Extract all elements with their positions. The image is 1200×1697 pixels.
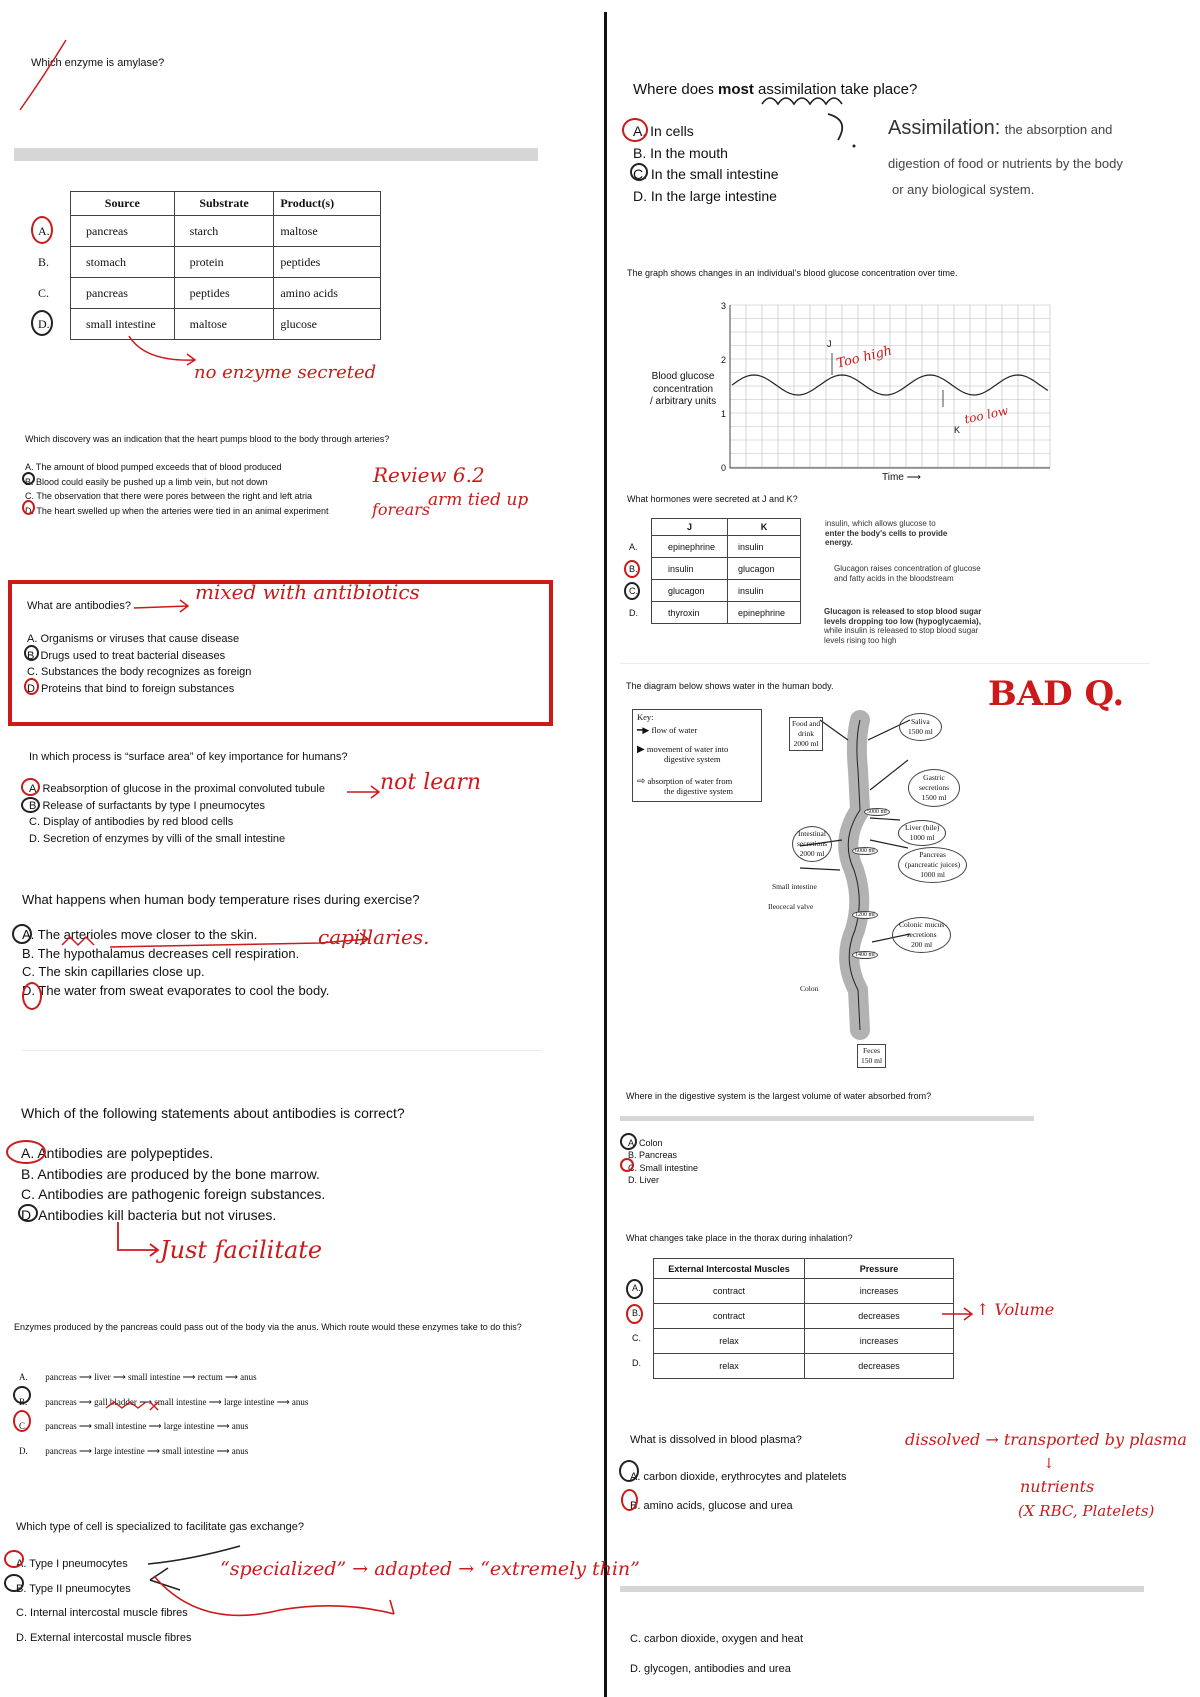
table-cell: amino acids (274, 278, 381, 309)
handwritten-note: mixed with antibiotics (195, 580, 420, 604)
table-header: Substrate (174, 192, 274, 216)
volume-badge: 1400 ml (852, 951, 878, 959)
option-letter: D. (629, 608, 638, 618)
option-d[interactable]: D. The heart swelled up when the arteries were tied in an animal experiment (25, 505, 329, 516)
graph-ylabel (650, 371, 716, 409)
info-line: insulin, which allows glucose to (825, 519, 936, 528)
info-line: levels dropping too low (hypoglycaemia), (824, 616, 981, 626)
answer-circle (22, 472, 35, 485)
answer-circle (22, 500, 35, 515)
graph-xlabel: Time ⟶ (882, 472, 921, 483)
table-cell: small intestine (71, 309, 175, 340)
option-b[interactable]: B. The hypothalamus decreases cell respiration. (22, 945, 300, 961)
option-a[interactable]: A. Organisms or viruses that cause disease (27, 633, 240, 645)
info-line: Glucagon raises concentration of glucose (834, 564, 981, 573)
option-b[interactable]: B. Pancreas (628, 1150, 678, 1161)
table-cell: glucagon (652, 580, 728, 602)
label-line: 150 ml (861, 1056, 883, 1065)
key-item: movement of water into (646, 744, 729, 754)
option-a[interactable]: A. carbon dioxide, erythrocytes and platelets (630, 1471, 847, 1483)
volume-badge: 5000 ml (864, 808, 890, 816)
label-saliva (899, 713, 942, 741)
key-item: digestive system (664, 754, 721, 764)
q4-question: In which process is “surface area” of key importance for humans? (29, 751, 348, 763)
option-letter: D. (632, 1358, 641, 1368)
answer-circle (6, 1140, 46, 1164)
key-item: absorption of water from (647, 776, 733, 786)
table-cell: relax (654, 1329, 805, 1354)
answer-circle (624, 560, 640, 578)
option-a[interactable]: A. In cells (633, 123, 694, 139)
separator-bar (620, 1586, 1144, 1592)
table-cell: maltose (174, 309, 274, 340)
table-cell: contract (654, 1304, 805, 1329)
option-letter: D. (38, 317, 50, 331)
q1-table (70, 191, 381, 340)
option-c[interactable]: C. In the small intestine (633, 166, 779, 182)
route-step: small intestine (94, 1421, 147, 1432)
label-line: 2000 ml (799, 849, 825, 858)
route-step: anus (231, 1446, 249, 1457)
option-c[interactable]: C. Small intestine (628, 1162, 699, 1173)
route-step: anus (231, 1421, 249, 1432)
table-cell: maltose (274, 216, 381, 247)
q3-options (27, 631, 251, 697)
q11-question: Where in the digestive system is the largest volume of water absorbed from? (626, 1091, 932, 1101)
answer-circle (621, 1489, 638, 1511)
label-line: 1500 ml (921, 793, 947, 802)
table-header: Product(s) (274, 192, 381, 216)
table-header: External Intercostal Muscles (654, 1259, 805, 1279)
definition-text: the absorption and (1004, 122, 1113, 137)
info-line: energy. (825, 538, 853, 547)
answer-circle (620, 1133, 637, 1150)
option-a[interactable]: A. Colon (628, 1138, 663, 1148)
handwritten-note: “specialized” → adapted → “extremely thin” (220, 1558, 640, 1580)
option-c[interactable]: C. The skin capillaries close up. (22, 964, 205, 979)
column-divider (604, 12, 607, 1697)
route-step: large intestine (94, 1446, 145, 1457)
strike-mark (104, 1398, 164, 1416)
route-step: small intestine (128, 1372, 181, 1382)
label-colonic (892, 917, 951, 953)
option-d[interactable]: D. Liver (628, 1174, 660, 1185)
option-letter: A. (632, 1283, 641, 1293)
volume-badge: 6000 ml (852, 847, 878, 855)
answer-circle (626, 1279, 643, 1299)
arrow-icon (125, 332, 200, 372)
key-title: Key: (637, 712, 654, 722)
label-line: Saliva (911, 717, 930, 726)
route-b[interactable]: B. pancreas ⟶ gall bladder ⟶ small intestine ⟶ large intestine ⟶ anus (19, 1390, 308, 1415)
q10-intro: The graph shows changes in an individual’s blood glucose concentration over time. (627, 268, 958, 278)
label-colon: Colon (800, 984, 819, 993)
label-line: 2000 ml (793, 739, 819, 748)
question-text: assimilation take place? (753, 81, 918, 98)
q12-question: What changes take place in the thorax during inhalation? (626, 1233, 853, 1243)
option-b[interactable]: B. Antibodies are produced by the bone marrow. (21, 1165, 320, 1182)
q9-options (633, 121, 779, 207)
q8-question: Which type of cell is specialized to facilitate gas exchange? (16, 1521, 304, 1533)
q1-strike-mark (14, 36, 74, 116)
graph-label-k: K (954, 425, 961, 435)
label-liver (898, 820, 946, 846)
q12-table (653, 1258, 954, 1379)
handwritten-note: Too high (835, 343, 894, 372)
label-feces (857, 1044, 886, 1068)
answer-circle (620, 1158, 634, 1172)
answer-circle (622, 118, 648, 142)
diagram-key: Key: ━▶ flow of water ▶ movement of water into digestive system ⇨ absorption of water from the digestive system (632, 709, 762, 802)
option-b[interactable]: B. amino acids, glucose and urea (630, 1500, 793, 1512)
route-step: liver (94, 1372, 111, 1382)
answer-circle (21, 797, 40, 813)
q11-intro: The diagram below shows water in the human body. (626, 681, 834, 691)
q5-question: What happens when human body temperature rises during exercise? (22, 892, 420, 907)
answer-circle (619, 1460, 639, 1482)
handwritten-note: Just facilitate (160, 1236, 323, 1264)
route-step: pancreas (45, 1421, 77, 1432)
handwritten-note: Review 6.2 (373, 463, 485, 487)
option-d[interactable]: D. External intercostal muscle fibres (16, 1631, 192, 1644)
handwritten-note: ↑ Volume (976, 1300, 1055, 1319)
definition-text: digestion of food or nutrients by the body (888, 156, 1123, 171)
route-a[interactable]: A. pancreas ⟶ liver ⟶ small intestine ⟶ rectum ⟶ anus (19, 1365, 308, 1390)
table-cell: relax (654, 1354, 805, 1379)
option-b[interactable]: B. Release of surfactants by type I pneumocytes (29, 799, 266, 812)
label-line: secretions (906, 930, 937, 939)
table-cell: increases (805, 1329, 954, 1354)
q6-options (21, 1143, 325, 1225)
separator-bar (14, 148, 538, 161)
answer-circle (22, 982, 42, 1010)
table-header: J (652, 519, 728, 536)
assimilation-definition (888, 117, 1112, 140)
y-tick: 0 (721, 463, 727, 473)
option-letter: B. (19, 1396, 28, 1407)
q6-question: Which of the following statements about antibodies is correct? (21, 1105, 405, 1121)
q2-options (25, 460, 329, 518)
answer-circle (626, 1304, 643, 1324)
option-d[interactable]: D. glycogen, antibodies and urea (630, 1663, 791, 1675)
option-d[interactable]: D. Secretion of enzymes by villi of the small intestine (29, 832, 286, 845)
option-letter: A. (19, 1372, 28, 1382)
arrow-icon (130, 592, 195, 620)
table-cell: decreases (805, 1304, 954, 1329)
definition-title: Assimilation: (888, 117, 1001, 139)
route-c[interactable]: C. pancreas ⟶ small intestine ⟶ large intestine ⟶ anus (19, 1414, 308, 1439)
option-c[interactable]: C. Display of antibodies by red blood cells (29, 816, 234, 828)
label-line: Gastric (923, 773, 945, 782)
table-cell: decreases (805, 1354, 954, 1379)
table-header: K (728, 519, 801, 536)
answer-circle (24, 678, 39, 695)
key-item: flow of water (651, 725, 698, 735)
table-cell: epinephrine (728, 602, 801, 624)
route-step: gall bladder (94, 1396, 137, 1407)
answer-circle (31, 310, 53, 336)
answer-circle (21, 778, 40, 796)
option-b[interactable]: B. In the mouth (633, 144, 728, 161)
answer-circle (31, 216, 53, 244)
answer-circle (12, 924, 32, 944)
label-small-intestine: Small intestine (772, 882, 817, 891)
q1-question: Which enzyme is amylase? (31, 57, 165, 69)
label-line: Feces (862, 1046, 881, 1055)
y-tick: 1 (721, 409, 727, 419)
table-cell: starch (174, 216, 274, 247)
q13-options-top (630, 1463, 846, 1521)
option-letter: C. (38, 286, 50, 300)
separator-line (22, 1050, 542, 1051)
route-step: small intestine (154, 1396, 207, 1407)
route-step: pancreas (45, 1372, 77, 1382)
table-cell: epinephrine (652, 536, 728, 558)
info-line: and fatty acids in the bloodstream (834, 573, 954, 583)
option-d[interactable]: D. Proteins that bind to foreign substances (27, 682, 235, 695)
arrow-icon (108, 1218, 168, 1264)
label-line: secretions (919, 783, 949, 792)
option-d[interactable]: D. Antibodies kill bacteria but not viruses. (21, 1206, 277, 1223)
digestive-system-diagram (760, 700, 1020, 1090)
label-food (789, 717, 823, 751)
table-cell: insulin (728, 536, 801, 558)
option-b[interactable]: B. Blood could easily be pushed up a limb vein, but not down (25, 476, 268, 487)
option-a[interactable]: A. Antibodies are polypeptides. (21, 1145, 214, 1161)
label-line: drink (798, 729, 814, 738)
q11-options (628, 1137, 698, 1186)
q10-table (651, 518, 801, 624)
info-glucagon (834, 564, 981, 583)
info-line: Glucagon is released to stop blood sugar (824, 607, 982, 616)
option-letter: A. (629, 542, 638, 552)
route-step: rectum (197, 1372, 223, 1382)
ylabel-line: / arbitrary units (650, 396, 717, 407)
label-line: secretions (797, 839, 827, 848)
route-step: small intestine (162, 1446, 215, 1457)
answer-circle (630, 163, 648, 181)
option-b[interactable]: B. Drugs used to treat bacterial diseases (27, 649, 226, 662)
option-c[interactable]: C. Antibodies are pathogenic foreign substances. (21, 1186, 326, 1202)
graph-label-j: J (827, 339, 832, 349)
table-cell: glucagon (728, 558, 801, 580)
table-header: Source (71, 192, 175, 216)
table-cell: glucose (274, 309, 381, 340)
route-step: pancreas (45, 1396, 77, 1407)
option-d[interactable]: D. In the large intestine (633, 187, 777, 204)
label-line: 200 ml (911, 940, 933, 949)
table-cell: peptides (274, 247, 381, 278)
option-letter: C. (632, 1333, 641, 1343)
table-cell: thyroxin (652, 602, 728, 624)
handwritten-note: nutrients (1020, 1477, 1095, 1496)
table-cell: insulin (728, 580, 801, 602)
handwritten-note: capillaries. (318, 925, 430, 949)
q13-question: What is dissolved in blood plasma? (630, 1434, 802, 1446)
bracket-arrow (140, 1540, 400, 1640)
separator-line (620, 663, 1150, 664)
label-line: Food and (792, 719, 821, 728)
option-c[interactable]: C. Substances the body recognizes as foreign (27, 666, 252, 678)
bracket-mark (820, 110, 860, 150)
option-c[interactable]: C. carbon dioxide, oxygen and heat (630, 1633, 804, 1645)
answer-circle (13, 1410, 31, 1432)
ylabel-line: concentration (653, 383, 714, 395)
label-line: Pancreas (919, 850, 946, 859)
option-a[interactable]: A. Type I pneumocytes (16, 1558, 128, 1570)
handwritten-note: (X RBC, Platelets) (1018, 1502, 1155, 1520)
table-cell: insulin (652, 558, 728, 580)
route-step: anus (240, 1372, 257, 1382)
route-step: large intestine (163, 1421, 215, 1432)
table-cell: contract (654, 1279, 805, 1304)
answer-circle (18, 1204, 38, 1222)
handwritten-note: arm tied up (428, 490, 529, 510)
key-item: the digestive system (664, 786, 733, 796)
label-line: Colonic mucus (899, 920, 945, 929)
handwritten-note: not learn (380, 770, 482, 795)
q3-question: What are antibodies? (27, 600, 131, 612)
option-c[interactable]: C. Internal intercostal muscle fibres (16, 1607, 188, 1619)
q13-options-bottom (630, 1624, 803, 1684)
y-tick: 2 (721, 355, 727, 365)
option-a[interactable]: A. The arterioles move closer to the skin. (22, 927, 258, 942)
table-header: Pressure (805, 1259, 954, 1279)
table-cell: pancreas (71, 216, 175, 247)
option-letter: A. (38, 224, 50, 238)
label-line: 1000 ml (909, 833, 935, 842)
q4-options (29, 781, 325, 847)
option-letter: B. (38, 255, 50, 269)
arrow-down-icon: ↓ (1043, 1456, 1055, 1472)
table-cell: increases (805, 1279, 954, 1304)
info-release (824, 607, 981, 645)
handwritten-note: no enzyme secreted (194, 362, 377, 383)
label-ileocecal: Ileocecal valve (768, 902, 814, 911)
q2-question: Which discovery was an indication that the heart pumps blood to the body through arteries? (25, 434, 390, 444)
option-a[interactable]: A. The amount of blood pumped exceeds that of blood produced (25, 462, 282, 472)
info-line: enter the body's cells to provide (825, 528, 948, 538)
handwritten-note: dissolved → transported by plasma (905, 1430, 1187, 1449)
option-letter: D. (19, 1446, 28, 1457)
answer-circle (4, 1550, 24, 1568)
table-cell: protein (174, 247, 274, 278)
xlabel-text: Time (882, 472, 904, 483)
handwritten-note: too low (963, 403, 1010, 427)
option-letter: C. (19, 1421, 28, 1432)
arrow-icon (345, 780, 385, 804)
info-insulin (825, 519, 947, 548)
info-line: levels rising too high (824, 635, 897, 645)
handwritten-note: BAD Q. (988, 674, 1125, 714)
option-a[interactable]: A. Reabsorption of glucose in the proximal convoluted tubule (29, 783, 325, 795)
info-line: while insulin is released to stop blood sugar (824, 626, 979, 635)
table-cell: stomach (71, 247, 175, 278)
table-cell: peptides (174, 278, 274, 309)
label-line: 1000 ml (920, 870, 945, 879)
table-cell: pancreas (71, 278, 175, 309)
label-pancreas (898, 847, 967, 883)
label-line: Liver (bile) (905, 823, 940, 832)
label-intestinal (792, 826, 832, 862)
answer-circle (4, 1574, 24, 1592)
option-c[interactable]: C. The observation that there were pores between the right and left atria (25, 491, 313, 501)
separator-bar (620, 1116, 1034, 1121)
route-d[interactable]: D. pancreas ⟶ large intestine ⟶ small intestine ⟶ anus (19, 1439, 308, 1464)
label-gastric (908, 769, 960, 807)
route-step: large intestine (223, 1396, 275, 1407)
option-letter: B. (629, 564, 638, 574)
label-line: Intestinal (798, 829, 826, 838)
option-d[interactable]: D. The water from sweat evaporates to cool the body. (22, 982, 330, 998)
answer-circle (13, 1386, 31, 1404)
question-bold: most (718, 81, 754, 98)
y-tick: 3 (721, 301, 727, 311)
option-letter: C. (629, 586, 638, 596)
label-line: (pancreatic juices) (905, 860, 961, 869)
answer-circle (24, 645, 39, 661)
definition-text: or any biological system. (892, 182, 1035, 197)
volume-badge: 1200 ml (852, 911, 878, 919)
question-text: Where does (633, 81, 719, 98)
arrow-icon (940, 1304, 980, 1324)
option-letter: B. (632, 1308, 641, 1318)
q7-question: Enzymes produced by the pancreas could pass out of the body via the anus. Which route would these enzymes take to do this? (14, 1322, 522, 1332)
route-step: anus (291, 1396, 309, 1407)
label-line: 1500 ml (908, 727, 933, 736)
q10-question: What hormones were secreted at J and K? (627, 494, 798, 504)
option-b[interactable]: B. Type II pneumocytes (16, 1582, 131, 1595)
ylabel-line: Blood glucose (651, 371, 715, 382)
route-step: pancreas (45, 1446, 77, 1457)
answer-circle (624, 582, 640, 600)
handwritten-note: forears (372, 500, 431, 519)
